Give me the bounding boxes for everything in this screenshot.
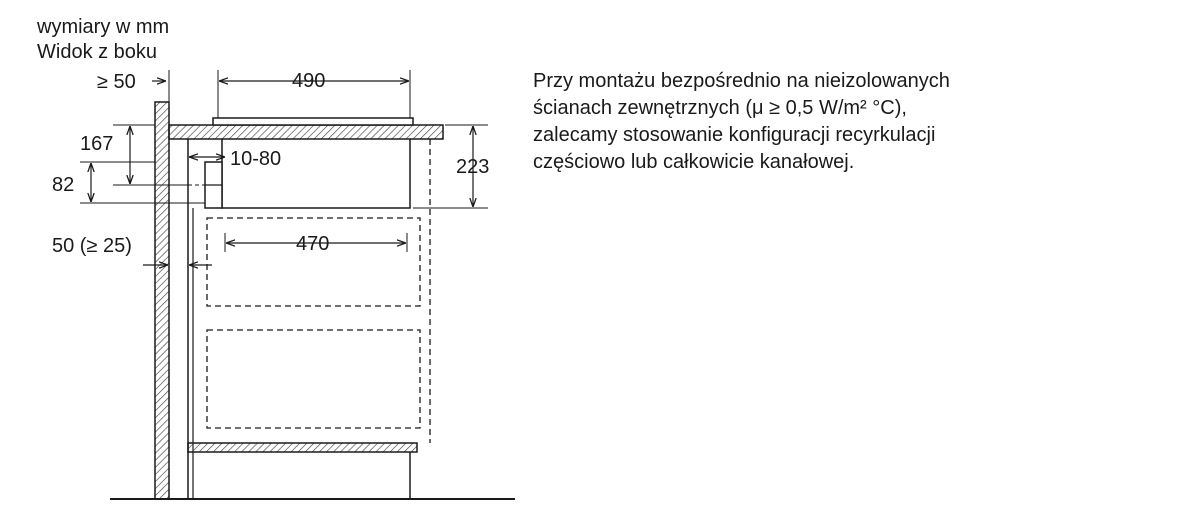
wall (155, 102, 169, 499)
dim-depth-from-top: 167 (80, 133, 114, 155)
dim-hob-width: 490 (292, 70, 326, 92)
note-line: ścianach zewnętrznych (μ ≥ 0,5 W/m² °C), (533, 97, 907, 119)
units-label: wymiary w mm (37, 16, 170, 38)
worktop (169, 125, 443, 139)
cabinet-bottom (188, 443, 417, 452)
dim-unit-height: 223 (456, 156, 490, 178)
installation-note (533, 68, 1173, 176)
view-label: Widok z boku (37, 41, 158, 63)
note-line: zalecamy stosowanie konfiguracji recyrkulacji (533, 124, 936, 146)
hob-glass (213, 118, 413, 125)
note-line: częściowo lub całkowicie kanałowej. (533, 151, 855, 173)
note-line: Przy montażu bezpośrednio na nieizolowanych (533, 70, 950, 92)
dim-wall-offset: 10-80 (230, 148, 282, 170)
drawer-lower (207, 330, 420, 428)
dim-inner-width: 470 (296, 233, 330, 255)
dim-rear-gap: 50 (≥ 25) (52, 235, 132, 257)
dim-outlet-height: 82 (52, 174, 75, 196)
dim-wall-gap-top: ≥ 50 (97, 71, 136, 93)
drawer-upper (207, 218, 420, 306)
